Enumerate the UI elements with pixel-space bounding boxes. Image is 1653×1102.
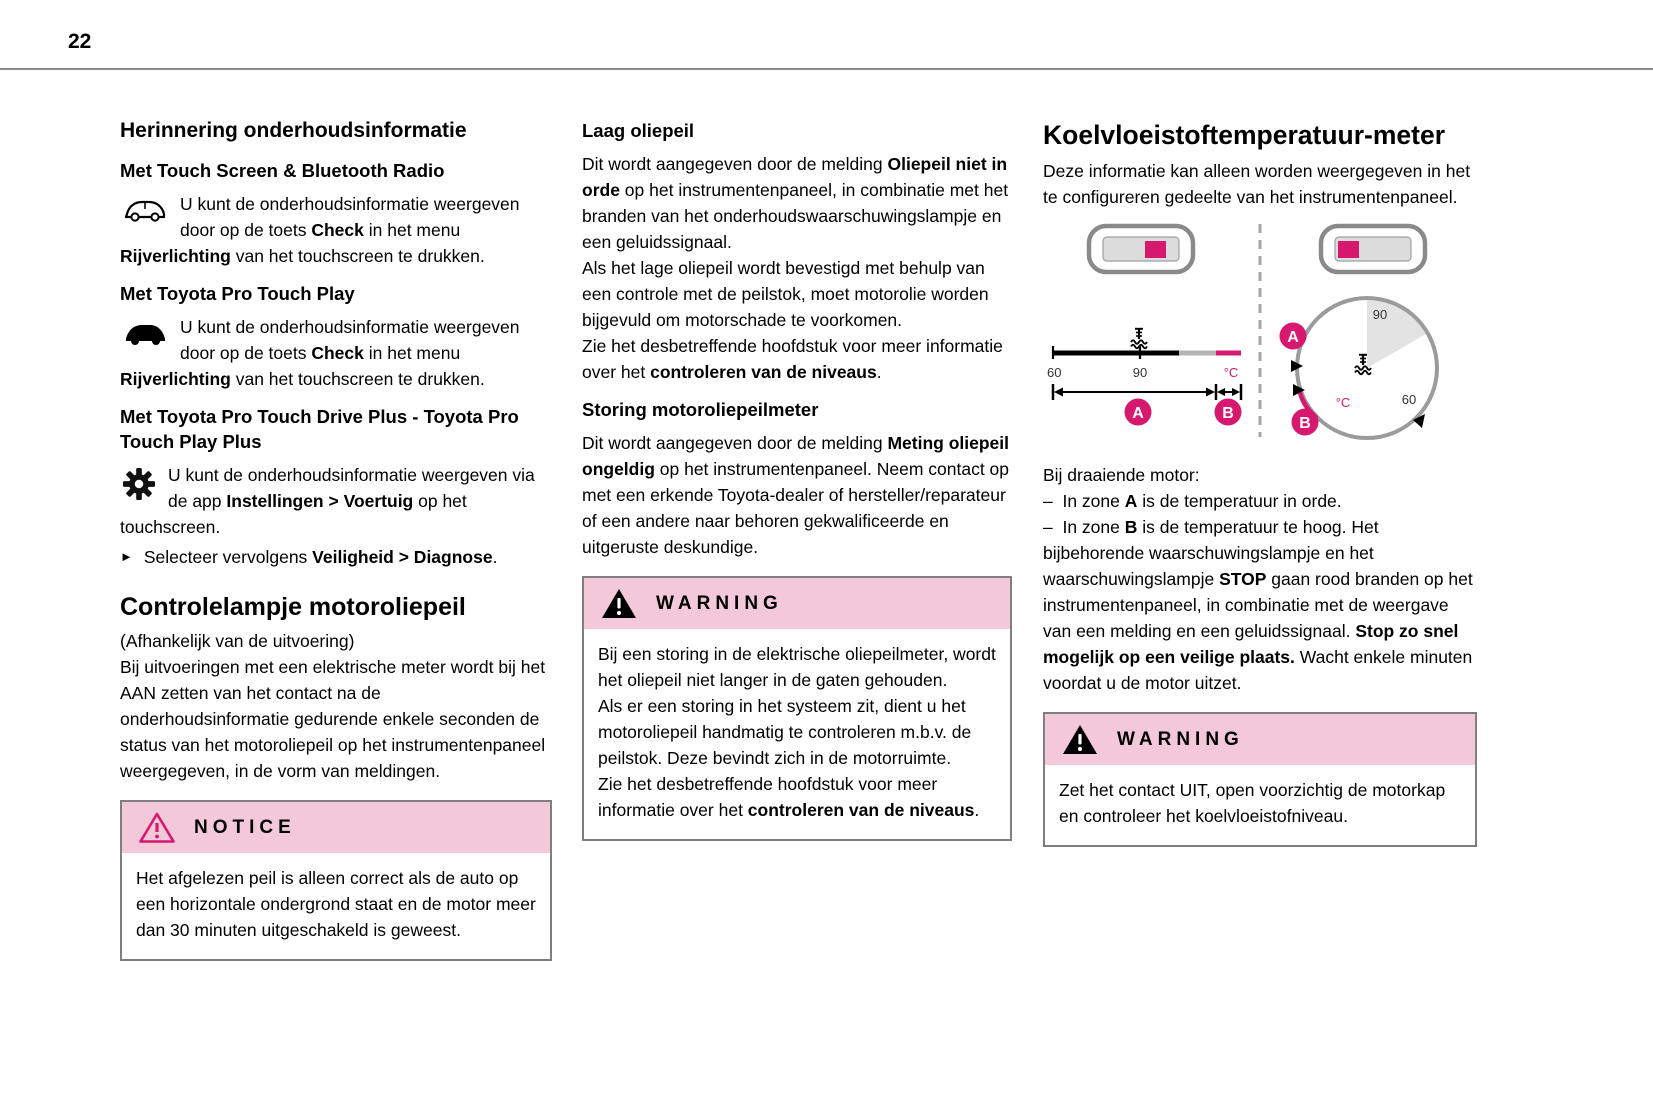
play-bullet-icon: ► (120, 549, 133, 564)
linear-zone-b-badge: B (1222, 405, 1234, 422)
gear-icon (122, 467, 156, 501)
list-zone-b: – In zone B is de temperatuur te hoog. Het bijbehorende waarschuwingslampje en het waarschuwingslampje STOP gaan rood branden op het instrumentenpaneel, in combinatie met de weergave van een melding en een geluidssignaal. Stop zo snel mogelijk op een veilige plaats. Wacht enkele minuten voordat u de motor uitzet. (1043, 517, 1473, 693)
warning-box-coolant (1043, 712, 1477, 847)
cluster-icon-left (1089, 226, 1193, 272)
warning-triangle-icon (600, 587, 638, 620)
dial-zone-a-badge: A (1287, 329, 1299, 346)
variant-note: (Afhankelijk van de uitvoering) (120, 631, 355, 651)
heading-coolant-temperature-gauge: Koelvloeistoftemperatuur-meter (1043, 120, 1446, 150)
para-pro-touch-play (120, 314, 552, 392)
dial-label-60: 60 (1401, 392, 1417, 407)
warning-title-oil: WARNING (656, 592, 783, 614)
para-low-oil-see-chapter: Zie het desbetreffende hoofdstuk voor meer informatie over het controleren van de niveaus. (582, 336, 1003, 382)
car-filled-icon (122, 319, 168, 347)
linear-zone-a-badge: A (1132, 405, 1144, 422)
dial-zone-b-badge: B (1299, 415, 1311, 432)
notice-body-text: Het afgelezen peil is alleen correct als de auto op een horizontale ondergrond staat en de motor meer dan 30 minuten uitgeschakeld is geweest. (136, 868, 536, 940)
para-low-oil-message: Dit wordt aangegeven door de melding Oliepeil niet in orde op het instrumentenpaneel, in combinatie met het branden van het onderhoudswaarschuwingslampje en een geluidssignaal. (582, 154, 1009, 252)
dial-coolant-gauge (1280, 298, 1438, 438)
subheading-touchscreen-bluetooth: Met Touch Screen & Bluetooth Radio (120, 160, 445, 181)
para-oil-level-behaviour: Bij uitvoeringen met een elektrische meter wordt bij het AAN zetten van het contact na de onderhoudsinformatie gedurende enkele seconden de status van het motoroliepeil op het instrumentenpaneel weergegeven, in de vorm van meldingen. (120, 657, 546, 781)
para-coolant-info: Deze informatie kan alleen worden weergegeven in het te configureren gedeelte van het instrumentenpaneel. (1043, 161, 1471, 207)
car-outline-icon (122, 196, 168, 224)
notice-box-body (122, 853, 550, 959)
subheading-pro-touch-drive-plus: Met Toyota Pro Touch Drive Plus - Toyota Pro Touch Play Plus (120, 406, 519, 452)
para-touchscreen-bluetooth (120, 191, 552, 269)
para-pro-touch-drive-plus (120, 462, 552, 540)
para-pro-touch-play-text: U kunt de onderhoudsinformatie weergeven door op de toets Check in het menu Rijverlichting van het touchscreen te drukken. (120, 317, 520, 389)
warning-box-oil-header (584, 578, 1010, 629)
column-low-oil-level (582, 118, 1012, 841)
warning-coolant-text: Zet het contact UIT, open voorzichtig de motorkap en controleer het koelvloeistofniveau. (1059, 780, 1446, 826)
linear-unit-label: °C (1223, 365, 1239, 380)
dial-label-90: 90 (1372, 307, 1388, 322)
list-zone-a: – In zone A is de temperatuur in orde. (1043, 491, 1342, 511)
dial-unit-label: °C (1335, 395, 1351, 410)
notice-box-header (122, 802, 550, 853)
warning-oil-text-2: Als er een storing in het systeem zit, dient u het motoroliepeil handmatig te controleren m.b.v. de peilstok. Deze bevindt zich in de motorruimte. (598, 696, 972, 768)
subheading-pro-touch-play: Met Toyota Pro Touch Play (120, 283, 355, 304)
cluster-icon-right (1321, 226, 1425, 272)
header-rule (0, 68, 1653, 70)
warning-triangle-icon (1061, 723, 1099, 756)
warning-title-coolant: WARNING (1117, 728, 1244, 750)
column-coolant-temperature (1043, 118, 1477, 847)
heading-low-oil-level: Laag oliepeil (582, 120, 695, 141)
para-oil-gauge-fault: Dit wordt aangegeven door de melding Meting oliepeil ongeldig op het instrumentenpaneel. Neem contact op met een erkende Toyota-dealer of hersteller/reparateur of een andere naar behoren gekwalificeerde en uitgeruste deskundige. (582, 433, 1010, 557)
warning-triangle-outline-icon (138, 811, 176, 844)
para-pro-touch-drive-plus-text: U kunt de onderhoudsinformatie weergeven via de app Instellingen > Voertuig op het touchscreen. (120, 465, 535, 537)
bullet-select-diagnose (120, 544, 552, 572)
bullet-select-diagnose-text: Selecteer vervolgens Veiligheid > Diagnose. (143, 547, 498, 567)
warning-box-oil (582, 576, 1012, 841)
heading-oil-level-warning-lamp: Controlelampje motoroliepeil (120, 593, 466, 621)
notice-box (120, 800, 552, 961)
linear-coolant-gauge (1047, 328, 1242, 426)
page-number: 22 (68, 30, 92, 53)
heading-maintenance-reminder: Herinnering onderhoudsinformatie (120, 119, 467, 142)
linear-label-60: 60 (1047, 365, 1062, 380)
para-low-oil-confirm: Als het lage oliepeil wordt bevestigd met behulp van een controle met de peilstok, moet motorolie worden bijgevuld om motorschade te voorkomen. (582, 258, 989, 330)
warning-box-coolant-header (1045, 714, 1475, 765)
notice-title: NOTICE (194, 816, 296, 838)
warning-oil-text-3: Zie het desbetreffende hoofdstuk voor meer informatie over het controleren van de niveaus. (598, 774, 980, 820)
column-maintenance-info (120, 118, 552, 961)
warning-oil-text-1: Bij een storing in de elektrische oliepeilmeter, wordt het oliepeil niet langer in de gaten gehouden. (598, 644, 996, 690)
para-engine-running: Bij draaiende motor: (1043, 465, 1200, 485)
warning-box-coolant-body (1045, 765, 1475, 845)
warning-box-oil-body (584, 629, 1010, 839)
coolant-gauge-figure (1043, 222, 1477, 454)
heading-oil-gauge-fault: Storing motoroliepeilmeter (582, 399, 819, 420)
para-touchscreen-bluetooth-text: U kunt de onderhoudsinformatie weergeven door op de toets Check in het menu Rijverlichting van het touchscreen te drukken. (120, 194, 520, 266)
linear-label-90: 90 (1132, 365, 1148, 380)
